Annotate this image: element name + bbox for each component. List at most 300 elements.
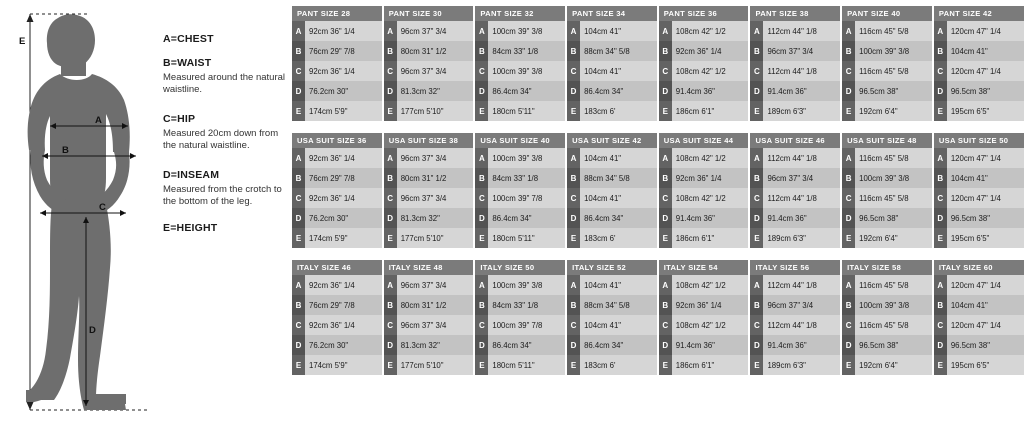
measure-value-cell: 120cm 47" 1/4 <box>947 148 1024 168</box>
size-table-title: USA SUIT SIZE 50 <box>934 133 1024 148</box>
measure-key-cell: A <box>567 275 580 295</box>
measure-value-cell: 116cm 45" 5/8 <box>855 315 932 335</box>
table-row <box>842 295 932 315</box>
table-row <box>567 208 657 228</box>
measure-value-cell: 112cm 44" 1/8 <box>763 21 840 41</box>
table-row <box>934 275 1024 295</box>
measurement-figure-panel <box>0 0 290 424</box>
measure-value-cell: 104cm 41" <box>580 275 657 295</box>
measure-key-cell: D <box>567 81 580 101</box>
measure-value-cell: 112cm 44" 1/8 <box>763 61 840 81</box>
measure-key-cell: D <box>384 208 397 228</box>
table-row <box>384 41 474 61</box>
size-table <box>659 260 749 375</box>
size-table <box>934 133 1024 248</box>
table-row <box>842 81 932 101</box>
legend-hip-desc: Measured 20cm down from the natural waistline. <box>163 128 279 151</box>
measure-key-cell: C <box>934 315 947 335</box>
measure-value-cell: 96cm 37" 3/4 <box>397 275 474 295</box>
measure-value-cell: 96cm 37" 3/4 <box>397 188 474 208</box>
table-row <box>384 208 474 228</box>
table-row <box>384 188 474 208</box>
table-row <box>934 295 1024 315</box>
measure-value-cell: 88cm 34" 5/8 <box>580 168 657 188</box>
measure-key-cell: C <box>567 61 580 81</box>
measure-key-cell: E <box>842 355 855 375</box>
table-row <box>475 41 565 61</box>
table-row <box>292 61 382 81</box>
size-table-title: USA SUIT SIZE 44 <box>659 133 749 148</box>
measure-value-cell: 108cm 42" 1/2 <box>672 21 749 41</box>
measure-value-cell: 86.4cm 34" <box>488 81 565 101</box>
measure-key-cell: A <box>292 275 305 295</box>
measure-value-cell: 120cm 47" 1/4 <box>947 188 1024 208</box>
measure-value-cell: 92cm 36" 1/4 <box>305 275 382 295</box>
measure-value-cell: 120cm 47" 1/4 <box>947 61 1024 81</box>
table-row <box>659 335 749 355</box>
table-row <box>384 21 474 41</box>
measure-key-cell: A <box>659 148 672 168</box>
size-table-title: PANT SIZE 40 <box>842 6 932 21</box>
table-row <box>292 228 382 248</box>
measure-key-cell: B <box>292 41 305 61</box>
measure-value-cell: 195cm 6'5" <box>947 228 1024 248</box>
size-table-title: USA SUIT SIZE 40 <box>475 133 565 148</box>
measure-key-cell: C <box>659 188 672 208</box>
measure-value-cell: 76.2cm 30" <box>305 81 382 101</box>
table-row <box>750 228 840 248</box>
size-table-title: USA SUIT SIZE 36 <box>292 133 382 148</box>
legend-hip-term: C=HIP <box>163 113 196 125</box>
table-row <box>750 41 840 61</box>
measure-key-cell: C <box>292 61 305 81</box>
measure-value-cell: 100cm 39" 7/8 <box>488 188 565 208</box>
measure-key-cell: C <box>292 315 305 335</box>
table-row <box>384 101 474 121</box>
table-row <box>384 315 474 335</box>
measure-value-cell: 92cm 36" 1/4 <box>305 315 382 335</box>
size-table <box>659 133 749 248</box>
measure-key-cell: B <box>292 168 305 188</box>
table-row <box>842 315 932 335</box>
measure-value-cell: 174cm 5'9" <box>305 228 382 248</box>
table-row <box>567 275 657 295</box>
measure-value-cell: 80cm 31" 1/2 <box>397 168 474 188</box>
measure-value-cell: 112cm 44" 1/8 <box>763 275 840 295</box>
measure-key-cell: B <box>842 168 855 188</box>
measure-key-cell: B <box>934 168 947 188</box>
legend-inseam-desc: Measured from the crotch to the bottom of the leg. <box>163 184 282 207</box>
measure-value-cell: 195cm 6'5" <box>947 101 1024 121</box>
legend-waist-term: B=WAIST <box>163 57 212 69</box>
table-row <box>750 81 840 101</box>
figure-label-d: D <box>89 325 96 336</box>
table-row <box>475 228 565 248</box>
size-table-title: USA SUIT SIZE 48 <box>842 133 932 148</box>
size-table <box>842 260 932 375</box>
measure-value-cell: 96.5cm 38" <box>855 208 932 228</box>
measure-key-cell: B <box>934 295 947 315</box>
measure-key-cell: B <box>567 168 580 188</box>
measure-value-cell: 183cm 6' <box>580 101 657 121</box>
size-table-title: ITALY SIZE 54 <box>659 260 749 275</box>
measure-key-cell: E <box>384 101 397 121</box>
measure-key-cell: A <box>842 21 855 41</box>
measure-key-cell: D <box>750 208 763 228</box>
table-row <box>750 335 840 355</box>
measure-value-cell: 88cm 34" 5/8 <box>580 41 657 61</box>
measure-value-cell: 76cm 29" 7/8 <box>305 41 382 61</box>
table-row <box>659 81 749 101</box>
measure-value-cell: 91.4cm 36" <box>763 208 840 228</box>
measure-key-cell: A <box>475 148 488 168</box>
table-row <box>842 168 932 188</box>
measure-key-cell: D <box>384 81 397 101</box>
measure-value-cell: 112cm 44" 1/8 <box>763 188 840 208</box>
table-row <box>750 295 840 315</box>
measure-value-cell: 108cm 42" 1/2 <box>672 315 749 335</box>
table-row <box>934 41 1024 61</box>
size-table-title: ITALY SIZE 52 <box>567 260 657 275</box>
measure-key-cell: D <box>659 81 672 101</box>
size-table-title: PANT SIZE 38 <box>750 6 840 21</box>
measure-key-cell: C <box>567 315 580 335</box>
table-row <box>292 41 382 61</box>
measure-value-cell: 104cm 41" <box>580 188 657 208</box>
measure-value-cell: 104cm 41" <box>580 315 657 335</box>
measure-key-cell: A <box>475 275 488 295</box>
measure-key-cell: C <box>750 188 763 208</box>
measure-key-cell: D <box>292 208 305 228</box>
measure-key-cell: C <box>292 188 305 208</box>
measure-key-cell: A <box>384 21 397 41</box>
measure-value-cell: 192cm 6'4" <box>855 101 932 121</box>
measure-key-cell: C <box>475 61 488 81</box>
size-table <box>567 6 657 121</box>
table-row <box>475 61 565 81</box>
measure-value-cell: 96cm 37" 3/4 <box>763 168 840 188</box>
measure-value-cell: 81.3cm 32" <box>397 335 474 355</box>
measure-key-cell: A <box>292 21 305 41</box>
measure-key-cell: D <box>475 335 488 355</box>
table-row <box>750 61 840 81</box>
measure-key-cell: E <box>750 101 763 121</box>
size-table <box>750 6 840 121</box>
table-row <box>567 148 657 168</box>
table-row <box>842 335 932 355</box>
table-row <box>475 355 565 375</box>
table-row <box>659 228 749 248</box>
measure-key-cell: C <box>659 315 672 335</box>
measure-key-cell: D <box>475 208 488 228</box>
measure-value-cell: 120cm 47" 1/4 <box>947 21 1024 41</box>
table-row <box>475 275 565 295</box>
measure-key-cell: D <box>750 335 763 355</box>
table-row <box>659 188 749 208</box>
measure-value-cell: 86.4cm 34" <box>488 335 565 355</box>
measure-value-cell: 84cm 33" 1/8 <box>488 295 565 315</box>
measure-key-cell: D <box>842 208 855 228</box>
measure-key-cell: B <box>842 41 855 61</box>
table-row <box>659 168 749 188</box>
table-row <box>292 355 382 375</box>
table-row <box>750 275 840 295</box>
measure-value-cell: 84cm 33" 1/8 <box>488 168 565 188</box>
measure-value-cell: 86.4cm 34" <box>488 208 565 228</box>
measure-key-cell: B <box>842 295 855 315</box>
measure-key-cell: E <box>934 101 947 121</box>
measure-value-cell: 86.4cm 34" <box>580 335 657 355</box>
figure-label-e: E <box>19 36 26 47</box>
measure-key-cell: E <box>842 228 855 248</box>
size-table <box>384 6 474 121</box>
measure-key-cell: A <box>750 148 763 168</box>
measure-key-cell: A <box>659 275 672 295</box>
measure-key-cell: C <box>567 188 580 208</box>
table-row <box>842 275 932 295</box>
table-row <box>842 228 932 248</box>
table-row <box>475 188 565 208</box>
table-row <box>842 208 932 228</box>
measure-key-cell: A <box>384 275 397 295</box>
measure-key-cell: E <box>659 355 672 375</box>
measure-key-cell: C <box>842 61 855 81</box>
table-row <box>934 148 1024 168</box>
legend-waist <box>163 57 287 95</box>
measure-key-cell: C <box>842 188 855 208</box>
table-row <box>659 61 749 81</box>
measure-value-cell: 100cm 39" 7/8 <box>488 315 565 335</box>
measure-value-cell: 192cm 6'4" <box>855 228 932 248</box>
table-row <box>384 335 474 355</box>
measure-key-cell: B <box>475 41 488 61</box>
measure-key-cell: D <box>750 81 763 101</box>
measure-key-cell: D <box>567 335 580 355</box>
measure-key-cell: E <box>750 228 763 248</box>
measure-value-cell: 104cm 41" <box>580 148 657 168</box>
measure-value-cell: 92cm 36" 1/4 <box>672 168 749 188</box>
table-row <box>384 228 474 248</box>
table-row <box>475 81 565 101</box>
table-row <box>842 41 932 61</box>
size-table-title: PANT SIZE 42 <box>934 6 1024 21</box>
figure-label-a: A <box>95 115 102 126</box>
measure-value-cell: 92cm 36" 1/4 <box>305 188 382 208</box>
table-row <box>567 101 657 121</box>
table-row <box>567 61 657 81</box>
size-table <box>384 260 474 375</box>
italy-size-band <box>292 260 1024 375</box>
measure-key-cell: E <box>384 355 397 375</box>
table-row <box>934 315 1024 335</box>
measure-key-cell: D <box>934 208 947 228</box>
measure-key-cell: A <box>567 148 580 168</box>
measure-key-cell: A <box>842 148 855 168</box>
table-row <box>384 148 474 168</box>
measure-value-cell: 88cm 34" 5/8 <box>580 295 657 315</box>
size-table <box>842 6 932 121</box>
measure-key-cell: B <box>659 41 672 61</box>
table-row <box>659 101 749 121</box>
table-row <box>934 188 1024 208</box>
legend-inseam <box>163 169 287 207</box>
measure-value-cell: 177cm 5'10" <box>397 228 474 248</box>
measure-value-cell: 100cm 39" 3/8 <box>855 295 932 315</box>
legend-chest <box>163 33 287 48</box>
measure-key-cell: D <box>567 208 580 228</box>
measure-value-cell: 183cm 6' <box>580 228 657 248</box>
size-table-title: USA SUIT SIZE 38 <box>384 133 474 148</box>
measure-value-cell: 108cm 42" 1/2 <box>672 61 749 81</box>
measure-value-cell: 120cm 47" 1/4 <box>947 275 1024 295</box>
measure-key-cell: A <box>934 21 947 41</box>
table-row <box>475 101 565 121</box>
measure-value-cell: 86.4cm 34" <box>580 81 657 101</box>
size-table-title: ITALY SIZE 50 <box>475 260 565 275</box>
measure-value-cell: 189cm 6'3" <box>763 101 840 121</box>
measure-value-cell: 104cm 41" <box>947 295 1024 315</box>
table-row <box>475 295 565 315</box>
measure-value-cell: 174cm 5'9" <box>305 101 382 121</box>
table-row <box>475 168 565 188</box>
measure-value-cell: 96cm 37" 3/4 <box>397 148 474 168</box>
measure-key-cell: A <box>934 148 947 168</box>
measure-key-cell: A <box>567 21 580 41</box>
measure-key-cell: E <box>934 228 947 248</box>
table-row <box>292 335 382 355</box>
measure-value-cell: 116cm 45" 5/8 <box>855 188 932 208</box>
measure-key-cell: C <box>475 188 488 208</box>
table-row <box>934 61 1024 81</box>
measure-value-cell: 104cm 41" <box>947 168 1024 188</box>
measure-value-cell: 91.4cm 36" <box>763 335 840 355</box>
measure-value-cell: 84cm 33" 1/8 <box>488 41 565 61</box>
measure-value-cell: 96.5cm 38" <box>855 81 932 101</box>
measure-key-cell: D <box>292 335 305 355</box>
legend-height-term: E=HEIGHT <box>163 222 218 234</box>
measure-key-cell: A <box>475 21 488 41</box>
measure-key-cell: D <box>934 335 947 355</box>
measure-key-cell: B <box>750 295 763 315</box>
size-table <box>842 133 932 248</box>
size-table-title: PANT SIZE 34 <box>567 6 657 21</box>
table-row <box>384 275 474 295</box>
measure-key-cell: B <box>292 295 305 315</box>
measure-value-cell: 76.2cm 30" <box>305 208 382 228</box>
measure-value-cell: 183cm 6' <box>580 355 657 375</box>
measure-key-cell: D <box>659 335 672 355</box>
measure-key-cell: C <box>750 315 763 335</box>
measure-key-cell: E <box>475 228 488 248</box>
measure-key-cell: E <box>292 355 305 375</box>
measure-value-cell: 192cm 6'4" <box>855 355 932 375</box>
measure-value-cell: 189cm 6'3" <box>763 228 840 248</box>
size-table <box>567 133 657 248</box>
size-table-title: PANT SIZE 32 <box>475 6 565 21</box>
measure-key-cell: B <box>750 168 763 188</box>
table-row <box>567 41 657 61</box>
table-row <box>292 101 382 121</box>
measure-value-cell: 96.5cm 38" <box>947 208 1024 228</box>
measure-value-cell: 116cm 45" 5/8 <box>855 21 932 41</box>
size-tables <box>292 6 1024 387</box>
table-row <box>934 101 1024 121</box>
measure-value-cell: 108cm 42" 1/2 <box>672 188 749 208</box>
measure-value-cell: 92cm 36" 1/4 <box>305 61 382 81</box>
measure-key-cell: E <box>292 101 305 121</box>
table-row <box>659 148 749 168</box>
legend-waist-desc: Measured around the natural waistline. <box>163 72 285 95</box>
size-table <box>750 260 840 375</box>
table-row <box>567 168 657 188</box>
table-row <box>750 101 840 121</box>
table-row <box>659 295 749 315</box>
measure-value-cell: 180cm 5'11" <box>488 228 565 248</box>
measure-value-cell: 92cm 36" 1/4 <box>305 148 382 168</box>
measure-key-cell: E <box>567 101 580 121</box>
table-row <box>567 295 657 315</box>
measure-key-cell: D <box>659 208 672 228</box>
measure-key-cell: B <box>384 295 397 315</box>
table-row <box>934 355 1024 375</box>
legend-chest-term: A=CHEST <box>163 33 214 45</box>
measure-key-cell: E <box>750 355 763 375</box>
measure-value-cell: 92cm 36" 1/4 <box>672 41 749 61</box>
table-row <box>934 21 1024 41</box>
measure-value-cell: 112cm 44" 1/8 <box>763 315 840 335</box>
usa-suit-size-band <box>292 133 1024 248</box>
legend-hip <box>163 113 287 151</box>
table-row <box>567 315 657 335</box>
size-table <box>567 260 657 375</box>
measure-value-cell: 116cm 45" 5/8 <box>855 275 932 295</box>
measure-value-cell: 108cm 42" 1/2 <box>672 275 749 295</box>
measure-value-cell: 112cm 44" 1/8 <box>763 148 840 168</box>
measure-key-cell: D <box>292 81 305 101</box>
measure-key-cell: C <box>384 61 397 81</box>
table-row <box>842 148 932 168</box>
table-row <box>384 168 474 188</box>
measure-key-cell: A <box>934 275 947 295</box>
measure-key-cell: B <box>384 168 397 188</box>
measure-value-cell: 96.5cm 38" <box>855 335 932 355</box>
measure-key-cell: B <box>659 168 672 188</box>
measure-key-cell: D <box>384 335 397 355</box>
measure-key-cell: C <box>934 61 947 81</box>
measure-value-cell: 76.2cm 30" <box>305 335 382 355</box>
table-row <box>475 208 565 228</box>
measure-value-cell: 80cm 31" 1/2 <box>397 41 474 61</box>
measure-value-cell: 177cm 5'10" <box>397 101 474 121</box>
table-row <box>292 188 382 208</box>
measure-value-cell: 81.3cm 32" <box>397 208 474 228</box>
measure-key-cell: B <box>384 41 397 61</box>
measure-value-cell: 96cm 37" 3/4 <box>397 61 474 81</box>
table-row <box>842 21 932 41</box>
size-table-title: ITALY SIZE 56 <box>750 260 840 275</box>
measure-value-cell: 80cm 31" 1/2 <box>397 295 474 315</box>
measure-value-cell: 100cm 39" 3/8 <box>488 21 565 41</box>
measure-key-cell: B <box>567 41 580 61</box>
size-table <box>934 6 1024 121</box>
measure-value-cell: 104cm 41" <box>580 21 657 41</box>
measure-value-cell: 116cm 45" 5/8 <box>855 148 932 168</box>
measure-value-cell: 177cm 5'10" <box>397 355 474 375</box>
measure-key-cell: C <box>384 315 397 335</box>
table-row <box>750 21 840 41</box>
table-row <box>292 81 382 101</box>
figure-label-c: C <box>99 202 106 213</box>
